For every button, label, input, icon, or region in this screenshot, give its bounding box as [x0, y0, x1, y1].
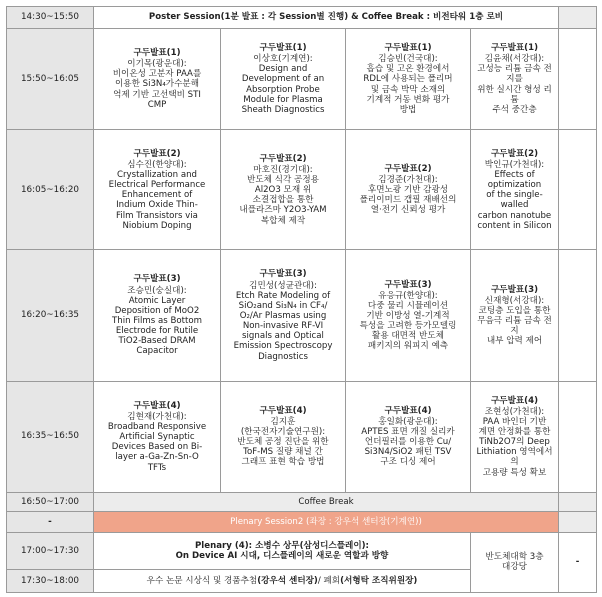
- time-cell: 16:20~16:35: [7, 250, 94, 381]
- session-text-line: SiO₂and Si₃N₄ in CF₄/: [238, 300, 328, 311]
- session-text-line: 반도체 공정 진단을 위한: [237, 437, 329, 448]
- session-text-line: TFTs: [147, 462, 167, 473]
- session-text-line: Module for Plasma: [243, 94, 323, 105]
- session-text-line: Atomic Layer: [128, 295, 186, 306]
- session-title: 구두발표(2): [384, 163, 432, 174]
- session-text-line: 이용한 Si3N₄가수분해: [114, 79, 200, 90]
- session-title: 구두발표(2): [259, 153, 307, 164]
- session-text-line: O₂/Ar Plasmas using: [239, 310, 327, 321]
- session-text-line: Emission Spectroscopy: [233, 341, 333, 352]
- session-text-line: 소결접합을 통한: [252, 195, 314, 206]
- session-text-line: 김지훈: [270, 416, 296, 427]
- session-title: 구두발표(3): [259, 269, 307, 280]
- schedule-table: [6, 6, 597, 593]
- session-text-line: 주석 중간층: [492, 104, 537, 115]
- session-text-line: 방법: [399, 104, 417, 115]
- session-cell: [346, 381, 471, 492]
- session-title: 구두발표(3): [384, 279, 432, 290]
- session-text-line: CMP: [147, 99, 167, 110]
- session-title: 구두발표(2): [490, 148, 539, 159]
- time-cell: 15:50~16:05: [7, 28, 94, 129]
- session-text-line: 구조 디싱 제어: [380, 457, 436, 468]
- session-cell: [221, 381, 346, 492]
- empty-cell: [559, 492, 597, 512]
- time-cell: 17:00~17:30: [7, 532, 94, 569]
- session-text-line: 언더필러를 이용한 Cu/: [364, 437, 452, 448]
- session-text-line: content in Silicon: [477, 220, 552, 231]
- plenary-title: On Device AI 시대, 디스플레이의 새로운 역할과 방향: [175, 551, 389, 562]
- session-text-line: Lithiation 영역에서의: [476, 447, 553, 468]
- session-text-line: Niobium Doping: [122, 220, 192, 231]
- session-text-line: Crystallization and: [116, 169, 198, 180]
- session-text-line: Effects of optimization: [487, 169, 542, 191]
- closing-host: (강우석 센터장): [257, 576, 318, 586]
- session-text-line: 조현성(가천대):: [484, 406, 545, 417]
- session-cell: [346, 250, 471, 381]
- closing-cell: [94, 570, 471, 593]
- session-text-line: Deposition of MoO2: [114, 305, 200, 316]
- session-cell: [471, 130, 559, 250]
- session-text-line: 유응규(한양대):: [378, 290, 438, 301]
- session-text-line: 복합체 제작: [260, 215, 306, 226]
- session-cell: [221, 28, 346, 129]
- session-text-line: carbon nanotube: [477, 210, 552, 221]
- session-text-line: of the single-walled: [486, 190, 543, 211]
- session-cell: [471, 28, 559, 129]
- session-text-line: 기반 이방성 열-기계적: [366, 310, 450, 321]
- coffee-break-cell: Coffee Break: [94, 492, 559, 512]
- row-session-1: [7, 28, 597, 129]
- session-text-line: Capacitor: [136, 346, 178, 357]
- session-cell: [346, 130, 471, 250]
- time-cell: 16:50~17:00: [7, 492, 94, 512]
- session-text-line: 활용 대면적 반도체: [372, 331, 444, 342]
- session-cell: [221, 130, 346, 250]
- session-text-line: ToF-MS 질량 채널 간: [243, 447, 323, 458]
- empty-cell: [559, 250, 597, 381]
- session-text-line: 및 금속 박막 소재의: [370, 84, 446, 95]
- session-text-line: Si3N4/SiO2 패턴 TSV: [364, 447, 452, 458]
- session-text-line: 억제 기반 고선택비 STI: [113, 89, 201, 100]
- session-title: 구두발표(4): [384, 405, 432, 416]
- session-text-line: 박인규(가천대):: [484, 159, 545, 170]
- session-text-line: 계면 안정화를 통한: [478, 427, 551, 437]
- empty-cell: [559, 381, 597, 492]
- venue-line-2: 대강당: [502, 562, 527, 573]
- session-text-line: Design and: [258, 64, 308, 75]
- session-text-line: 비이온성 고분자 PAA를: [112, 69, 202, 80]
- session-text-line: 김승빈(건국대):: [378, 54, 438, 65]
- session-text-line: 이상호(기계연):: [253, 54, 313, 65]
- session-cell: [94, 381, 221, 492]
- session-text-line: signals and Optical: [242, 331, 324, 342]
- session-text-line: 조승민(숭실대):: [127, 285, 187, 296]
- session-text-line: 폴리이미드 갭필 재배선의: [359, 195, 457, 206]
- session-text-line: 고용량 특성 확보: [482, 467, 547, 478]
- session-text-line: Diagnostics: [258, 351, 308, 362]
- session-cell: [471, 250, 559, 381]
- session-title: 구두발표(1): [259, 42, 307, 53]
- session-title: 구두발표(4): [490, 395, 539, 406]
- session-text-line: 심수진(한양대):: [127, 159, 187, 170]
- session-cell: [94, 250, 221, 381]
- row-session-4: [7, 381, 597, 492]
- session-text-line: APTES 표면 개질 실리카: [361, 427, 455, 437]
- session-title: 구두발표(4): [259, 405, 307, 416]
- session-text-line: Electrode for Rutile: [115, 326, 199, 337]
- plenary-talk-cell: [94, 532, 471, 569]
- session-text-line: Film Transistors via: [116, 210, 198, 221]
- closing-middle: / 폐회: [317, 576, 341, 586]
- session-text-line: Non-invasive RF-VI: [242, 321, 324, 332]
- session-text-line: 내플라즈마 Y2O3-YAM: [239, 205, 327, 216]
- session-text-line: 김윤채(서강대):: [484, 54, 545, 65]
- session-text-line: 그래프 표현 학습 방법: [241, 457, 325, 468]
- time-cell: 16:35~16:50: [7, 381, 94, 492]
- session-text-line: 패키지의 워피지 예측: [367, 341, 449, 352]
- session-text-line: Indium Oxide Thin-: [116, 200, 198, 211]
- session-text-line: Etch Rate Modeling of: [235, 290, 331, 301]
- closing-prefix: 우수 논문 시상식 및 경품추첨: [146, 576, 258, 586]
- poster-session-cell: Poster Session(1분 발표 : 각 Session별 진행) & Coffee Break : 비전타워 1층 로비: [94, 7, 559, 29]
- closing-chair: (서형탁 조직위원장): [340, 576, 418, 586]
- empty-cell: [559, 28, 597, 129]
- session-text-line: 무음극 리튬 금속 전지: [477, 316, 552, 337]
- session-text-line: 흡습 및 고온 환경에서: [366, 64, 450, 75]
- session-cell: [471, 381, 559, 492]
- session-text-line: 이기목(광운대):: [127, 59, 187, 70]
- session-text-line: 기계적 거동 변화 평가: [366, 94, 450, 105]
- session-text-line: Thin Films as Bottom: [112, 316, 202, 327]
- session-text-line: Artificial Synaptic: [119, 432, 195, 443]
- session-title: 구두발표(3): [490, 284, 539, 295]
- session-text-line: 신재형(서강대):: [484, 295, 545, 306]
- session-text-line: Electrical Performance: [108, 180, 206, 191]
- session-text-line: 김현재(가천대):: [127, 411, 187, 422]
- time-cell: 14:30~15:50: [7, 7, 94, 29]
- session-text-line: Broadband Responsive: [107, 421, 207, 432]
- session-text-line: Sheath Diagnostics: [241, 104, 325, 115]
- row-session-3: [7, 250, 597, 381]
- session-title: 구두발표(3): [133, 274, 181, 285]
- plenary-session-band: Plenary Session2 (좌장 : 강우석 센터장(기계연)): [94, 512, 559, 533]
- session-text-line: RDL에 사용되는 폴리머: [363, 74, 453, 85]
- session-text-line: 내부 압력 제어: [486, 336, 543, 347]
- venue-cell: [471, 532, 559, 592]
- session-text-line: (한국전자기술연구원):: [240, 427, 326, 437]
- session-title: 구두발표(1): [384, 42, 432, 53]
- session-title: 구두발표(2): [133, 148, 181, 159]
- session-cell: [221, 250, 346, 381]
- empty-cell: [559, 130, 597, 250]
- session-text-line: 김민성(성균관대):: [249, 280, 317, 291]
- session-text-line: 김경준(가천대):: [378, 175, 438, 186]
- session-text-line: layer a-Ga-Zn-Sn-O: [115, 452, 199, 463]
- session-text-line: Devices Based on Bi-: [111, 442, 203, 453]
- session-title: 구두발표(1): [133, 48, 181, 59]
- time-cell: -: [7, 512, 94, 533]
- session-text-line: 다중 물리 시뮬레이션: [367, 300, 449, 311]
- session-text-line: 홍일화(광운대):: [378, 416, 438, 427]
- time-cell: 16:05~16:20: [7, 130, 94, 250]
- row-coffee-break: [7, 492, 597, 512]
- session-text-line: 고성능 리튬 금속 전지를: [477, 64, 552, 85]
- empty-cell: [559, 7, 597, 29]
- time-cell: 17:30~18:00: [7, 570, 94, 593]
- session-cell: [94, 130, 221, 250]
- session-text-line: 반도체 식각 공정용: [247, 175, 319, 186]
- session-text-line: TiNb2O7의 Deep: [479, 437, 550, 448]
- empty-cell: [559, 512, 597, 533]
- session-text-line: 마호진(경기대):: [253, 164, 313, 175]
- row-session-2: [7, 130, 597, 250]
- dash-cell: -: [559, 532, 597, 592]
- row-plenary-session: [7, 512, 597, 533]
- session-title: 구두발표(4): [133, 400, 181, 411]
- session-text-line: PAA 바인더 기반: [482, 416, 547, 427]
- session-text-line: Al2O3 모재 위: [254, 185, 312, 196]
- session-text-line: Enhancement of: [121, 190, 193, 201]
- session-text-line: 특성을 고려한 등가모델링: [359, 321, 457, 332]
- row-poster: [7, 7, 597, 29]
- session-text-line: Absorption Probe: [246, 84, 320, 95]
- row-plenary-talk: [7, 532, 597, 569]
- session-text-line: TiO2-Based DRAM: [118, 336, 196, 347]
- session-text-line: 위한 실시간 형성 리튬: [477, 84, 552, 105]
- session-text-line: 열·전기 신뢰성 평가: [370, 205, 446, 216]
- plenary-speaker: Plenary (4): 소병수 상무(삼성디스플레이):: [195, 540, 369, 551]
- venue-line-1: 반도체대학 3층: [485, 552, 544, 563]
- session-text-line: 후면노광 기반 감광성: [367, 185, 449, 196]
- session-title: 구두발표(1): [490, 42, 539, 53]
- session-text-line: Development of an: [241, 74, 325, 85]
- session-cell: [94, 28, 221, 129]
- session-text-line: 코팅층 도입을 통한: [478, 305, 551, 316]
- session-cell: [346, 28, 471, 129]
